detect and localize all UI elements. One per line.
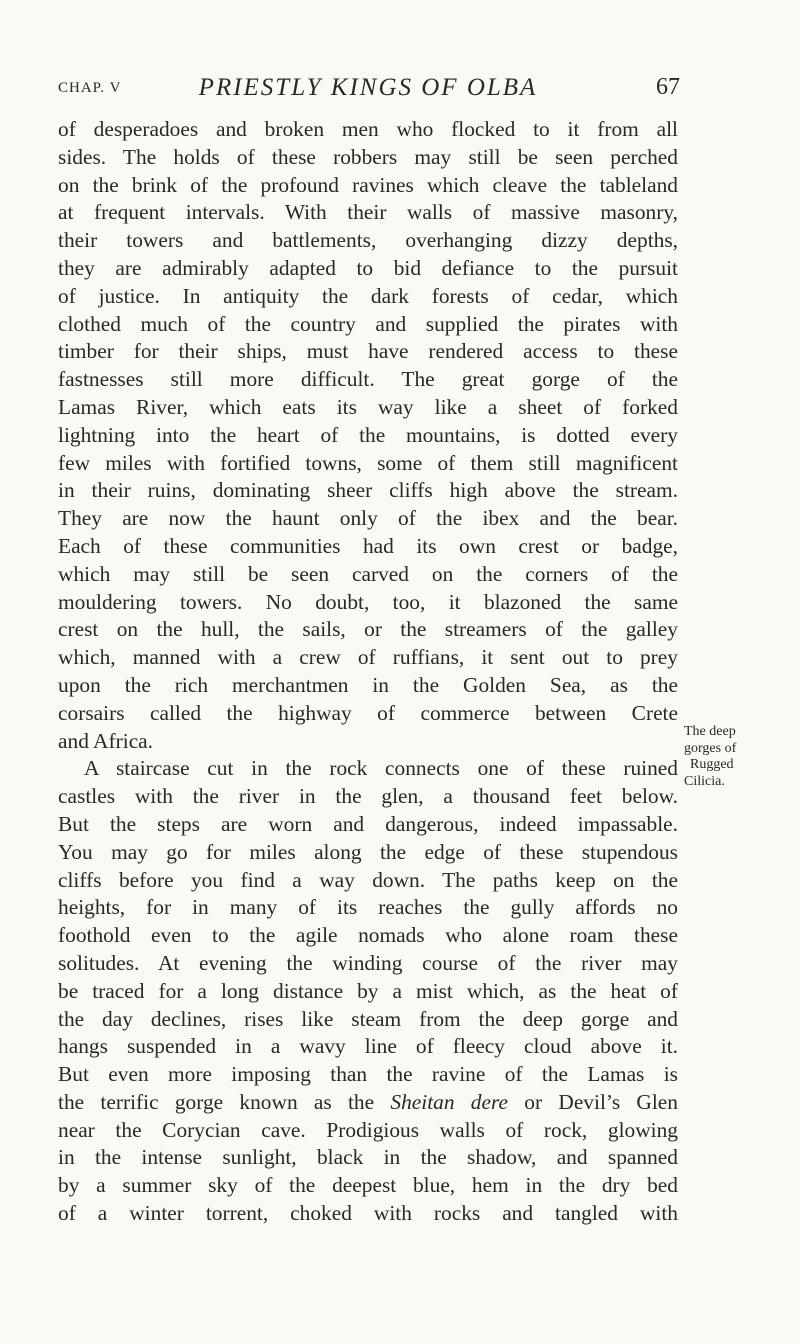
text-line: of justice. In antiquity the dark forests of cedar, which — [58, 283, 678, 308]
text-line: solitudes. At evening the winding course of the river may — [58, 950, 678, 975]
text-line: near the Corycian cave. Prodigious walls of rock, glowing — [58, 1117, 678, 1142]
text-line: of a winter torrent, choked with rocks and tangled with — [58, 1201, 678, 1226]
text-line: at frequent intervals. With their walls of massive masonry, — [58, 200, 678, 225]
text-line: They are now the haunt only of the ibex and the bear. — [58, 506, 678, 531]
marginal-line: gorges of — [684, 740, 737, 756]
text-line: sides. The holds of these robbers may still be seen perched — [58, 144, 678, 169]
text-line: heights, for in many of its reaches the gully affords no — [58, 895, 678, 920]
text-line: by a summer sky of the deepest blue, hem in the dry bed — [58, 1173, 678, 1198]
body-text — [58, 116, 678, 1228]
sheitan-after: or Devil’s Glen — [508, 1089, 679, 1114]
text-line: upon the rich merchantmen in the Golden Sea, as the — [58, 672, 678, 697]
marginal-line: The deep — [684, 724, 736, 739]
text-line: hangs suspended in a wavy line of fleecy cloud above it. — [58, 1034, 678, 1059]
running-title: PRIESTLY KINGS OF OLBA — [198, 74, 538, 101]
text-line: in their ruins, dominating sheer cliffs high above the stream. — [58, 478, 678, 503]
text-line: castles with the river in the glen, a thousand feet below. — [58, 784, 678, 809]
text-line: mouldering towers. No doubt, too, it blazoned the same — [58, 589, 678, 614]
marginal-line: Rugged — [690, 757, 734, 772]
text-line: A staircase cut in the rock connects one of these ruined — [84, 756, 678, 781]
text-line: in the intense sunlight, black in the shadow, and spanned — [58, 1145, 678, 1170]
paragraph-2-continued — [58, 1117, 678, 1228]
text-line: be traced for a long distance by a mist which, as the heat of — [58, 978, 678, 1003]
text-line: which may still be seen carved on the corners of the — [58, 561, 678, 586]
marginal-line: Cilicia. — [684, 773, 725, 789]
text-line: But even more imposing than the ravine of the Lamas is — [58, 1062, 678, 1087]
text-line: on the brink of the profound ravines which cleave the tableland — [58, 172, 678, 197]
text-line: Each of these communities had its own crest or badge, — [58, 533, 678, 558]
text-line-sheitan — [58, 1089, 678, 1117]
sheitan-before: the terrific gorge known as the — [58, 1089, 391, 1114]
text-line: corsairs called the highway of commerce between Crete — [58, 700, 678, 725]
text-line: which, manned with a crew of ruffians, it sent out to prey — [58, 645, 678, 670]
text-line: and Africa. — [58, 728, 154, 753]
text-line: Lamas River, which eats its way like a sheet of forked — [58, 394, 678, 419]
text-line: fastnesses still more difficult. The great gorge of the — [58, 367, 678, 392]
text-line: You may go for miles along the edge of these stupendous — [58, 839, 678, 864]
text-line: timber for their ships, must have rendered access to these — [58, 339, 678, 364]
text-line: of desperadoes and broken men who flocked to it from all — [58, 117, 678, 141]
text-line: their towers and battlements, overhanging dizzy depths, — [58, 228, 678, 253]
text-line: few miles with fortified towns, some of them still magnificent — [58, 450, 678, 475]
text-line: clothed much of the country and supplied the pirates with — [58, 311, 678, 336]
paragraph-1 — [58, 116, 678, 728]
paragraph-2 — [58, 755, 678, 1089]
running-header — [58, 70, 678, 110]
marginal-note — [684, 724, 796, 790]
sheitan-dere-term: Sheitan dere — [390, 1089, 509, 1114]
text-line: cliffs before you find a way down. The paths keep on the — [58, 867, 678, 892]
page-number: 67 — [656, 74, 680, 100]
chapter-label: CHAP. V — [58, 80, 122, 96]
text-line: the day declines, rises like steam from the deep gorge and — [58, 1006, 678, 1031]
text-line: they are admirably adapted to bid defiance to the pursuit — [58, 255, 678, 280]
text-line: lightning into the heart of the mountains, is dotted every — [58, 422, 678, 447]
text-line: crest on the hull, the sails, or the streamers of the galley — [58, 617, 678, 642]
text-line: foothold even to the agile nomads who alone roam these — [58, 923, 678, 948]
text-line: But the steps are worn and dangerous, indeed impassable. — [58, 811, 678, 836]
